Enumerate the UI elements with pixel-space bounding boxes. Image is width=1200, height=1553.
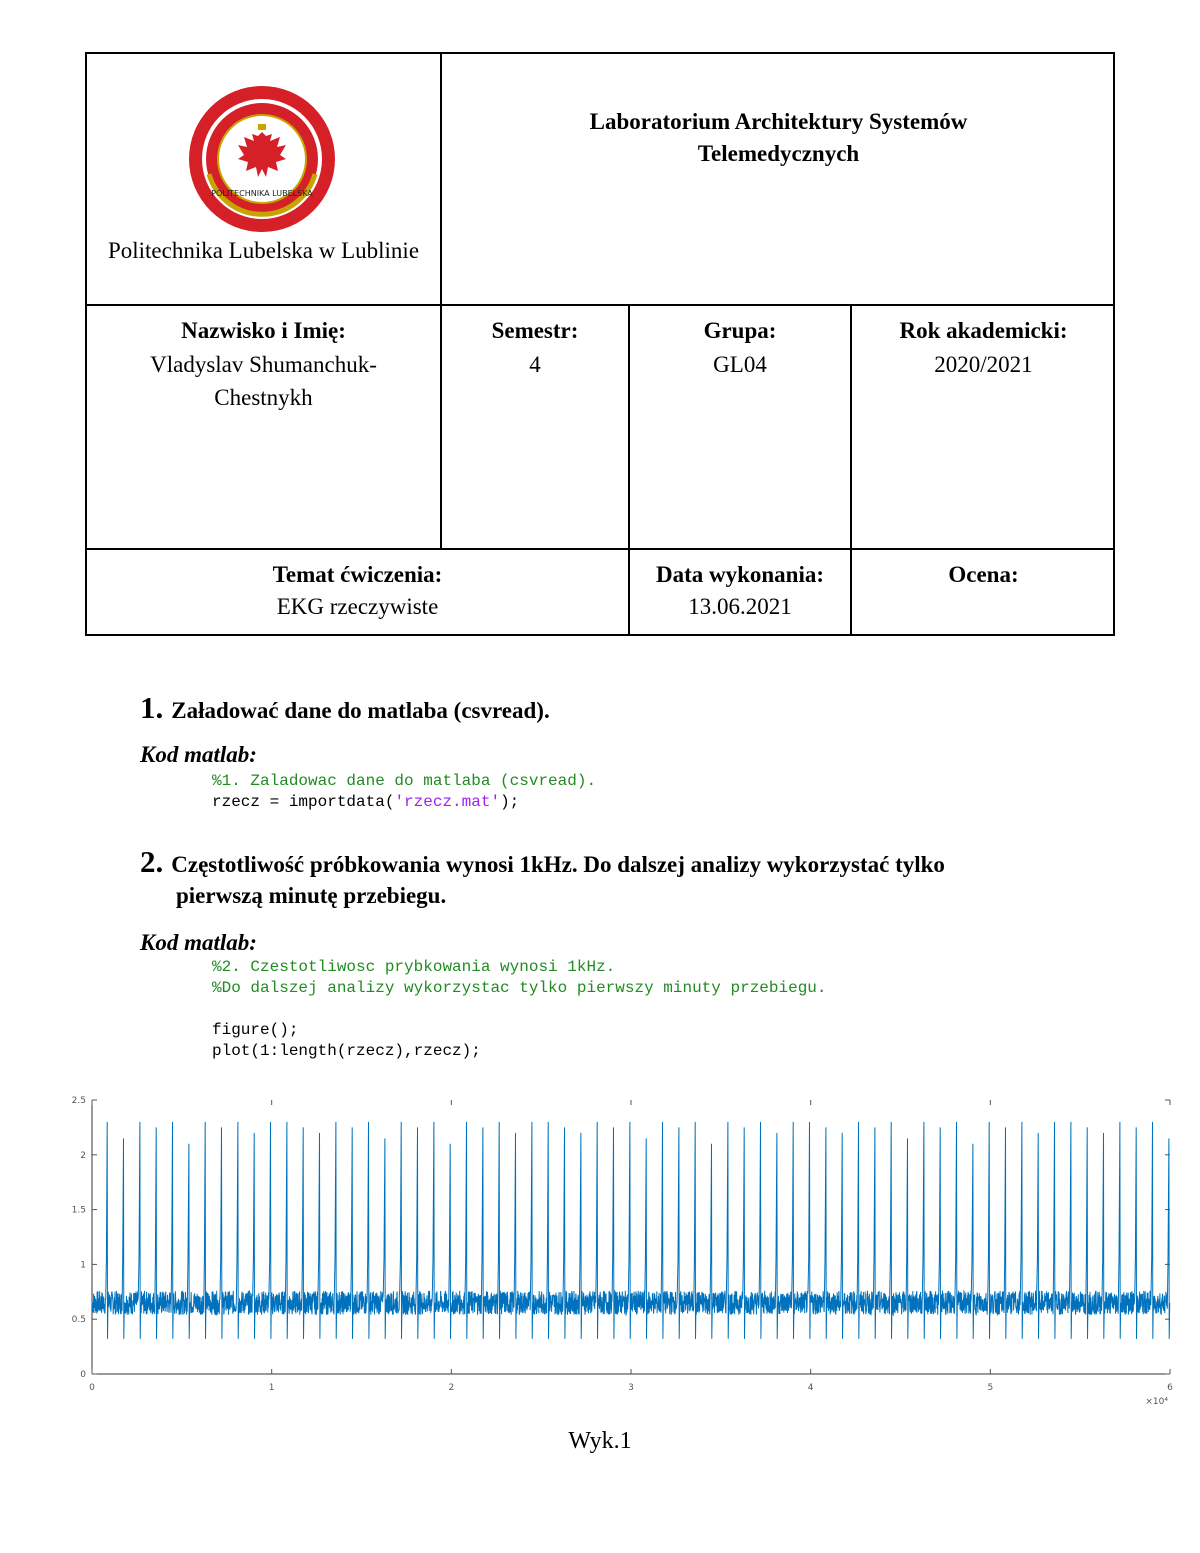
y-tick-label: 1 xyxy=(80,1260,86,1271)
x-tick-label: 1 xyxy=(268,1383,275,1393)
figure-caption: Wyk.1 xyxy=(568,1428,632,1454)
lab-title: Laboratorium Architektury Systemów Telemedycznych xyxy=(589,109,968,166)
ekg-plot xyxy=(60,1088,1200,1418)
y-tick-label: 1.5 xyxy=(71,1205,86,1216)
section-1-code-label: Kod matlab: xyxy=(140,742,257,767)
grade-cell: Ocena: xyxy=(948,562,1019,587)
section-2-code-label: Kod matlab: xyxy=(140,930,257,955)
year-cell: Rok akademicki: 2020/2021 xyxy=(899,318,1068,377)
x-exponent-label: ×10⁴ xyxy=(1145,1397,1168,1407)
section-1-code: %1. Zaladowac dane do matlaba (csvread). rzecz = importdata('rzecz.mat'); xyxy=(212,772,597,811)
x-tick-label: 0 xyxy=(89,1383,95,1393)
topic-cell: Temat ćwiczenia: EKG rzeczywiste xyxy=(272,562,443,619)
university-logo xyxy=(187,84,337,234)
y-tick-label: 2 xyxy=(80,1150,86,1161)
name-cell: Nazwisko i Imię: Vladyslav Shumanchuk- Chestnykh xyxy=(150,318,377,410)
y-tick-label: 0 xyxy=(80,1370,86,1380)
header-table xyxy=(85,52,1115,636)
divider xyxy=(87,548,1115,550)
date-cell: Data wykonania: 13.06.2021 xyxy=(655,562,825,619)
section-2-heading: 2. Częstotliwość próbkowania wynosi 1kHz. Do dalszej analizy wykorzystać tylko pierwszą minutę przebiegu. xyxy=(140,844,945,908)
section-1-heading: 1. Załadować dane do matlaba (csvread). xyxy=(140,690,550,725)
section-2-code: %2. Czestotliwosc prybkowania wynosi 1kHz. %Do dalszej analizy wykorzystac tylko pierwszy minuty przebiegu. figure(); plot(1:length(rzecz),rzecz); xyxy=(212,958,827,1060)
ekg-signal-line xyxy=(92,1122,1170,1339)
x-tick-label: 2 xyxy=(448,1383,455,1393)
x-tick-label: 4 xyxy=(807,1383,814,1393)
university-name: Politechnika Lubelska w Lublinie xyxy=(107,238,420,263)
y-tick-label: 2.5 xyxy=(71,1096,86,1106)
semester-cell: Semestr: 4 xyxy=(491,318,579,377)
group-cell: Grupa: GL04 xyxy=(703,318,777,377)
x-tick-label: 5 xyxy=(987,1383,994,1393)
logo-text: POLITECHNIKA LUBELSKA xyxy=(211,189,313,198)
y-tick-label: 0.5 xyxy=(71,1315,86,1326)
x-tick-label: 6 xyxy=(1167,1383,1173,1393)
x-tick-label: 3 xyxy=(628,1383,634,1393)
divider xyxy=(87,304,1115,306)
